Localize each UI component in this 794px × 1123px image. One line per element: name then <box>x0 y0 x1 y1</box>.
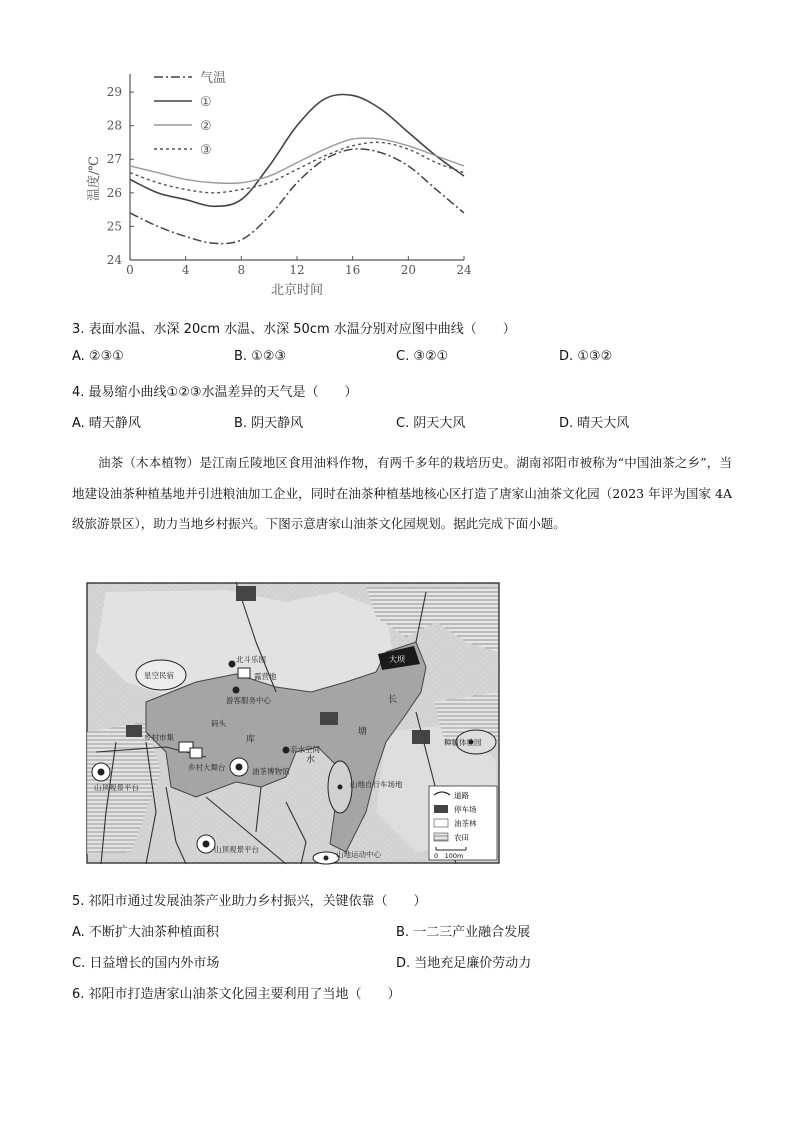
question-4-option-c[interactable]: C. 阴天大风 <box>396 416 466 431</box>
parking-lot <box>320 712 338 725</box>
map-label-water: 水 <box>306 755 316 765</box>
series-line-3 <box>130 142 464 192</box>
question-4-option-a[interactable]: A. 晴天静风 <box>72 416 141 431</box>
map-label-museum: 油茶博物馆 <box>252 767 290 776</box>
reading-passage: 油茶（木本植物）是江南丘陵地区食用油料作物，有两千多年的栽培历史。湖南祁阳市被称为“中国油茶之乡”，当地建设油茶种植基地并引进粮油加工企业，同时在油茶种植基地核心区打造了唐家山油茶文化园（2023 年评为国家 4A 级旅游景区），助力当地乡村振兴。下图示意唐家山油茶文化园规划。据此完成下面小题。 <box>72 455 732 531</box>
question-5-option-a[interactable]: A. 不断扩大油茶种植面积 <box>72 925 219 940</box>
y-axis-label: 温度/℃ <box>87 156 102 201</box>
dam-label: 大坝 <box>389 655 405 664</box>
map-label-tang: 塘 <box>358 727 368 737</box>
map-label-zhang: 长 <box>388 695 398 705</box>
legend-farm: 农田 <box>454 833 469 842</box>
x-tick-label: 4 <box>181 263 190 277</box>
x-tick-label: 16 <box>345 263 361 277</box>
question-4-stem: 4. 最易缩小曲线①②③水温差异的天气是（ ） <box>72 385 358 400</box>
chart-legend <box>154 71 226 158</box>
legend-parking: 停车场 <box>454 805 477 814</box>
y-tick-label: 27 <box>106 152 122 167</box>
map-label-camp: 露营地 <box>254 672 277 681</box>
y-tick-label: 29 <box>106 85 122 100</box>
question-5-option-c[interactable]: C. 日益增长的国内外市场 <box>72 956 220 971</box>
temperature-chart <box>87 60 492 306</box>
chart-ticks <box>107 85 472 277</box>
map-label-stage: 乡村大舞台 <box>188 763 226 772</box>
map-label-ku: 库 <box>246 735 256 745</box>
legend-forest: 油茶林 <box>454 819 477 828</box>
chart-series <box>130 94 464 243</box>
question-3-stem: 3. 表面水温、水深 20cm 水温、水深 50cm 水温分别对应图中曲线（ ） <box>72 322 516 337</box>
tea-park-map <box>86 582 500 864</box>
x-tick-label: 8 <box>237 263 246 277</box>
map-label-view2: 山顶观景平台 <box>214 845 259 854</box>
question-4-option-d[interactable]: D. 晴天大风 <box>559 416 630 431</box>
map-label-dock: 码头 <box>211 719 226 728</box>
parking-lot <box>236 586 256 601</box>
y-tick-label: 25 <box>106 219 122 234</box>
question-3-option-b[interactable]: B. ①②③ <box>234 349 287 364</box>
x-tick-label: 24 <box>456 263 472 277</box>
x-tick-label: 20 <box>400 263 416 277</box>
question-3-option-a[interactable]: A. ②③① <box>72 349 124 364</box>
x-tick-label: 0 <box>126 263 134 277</box>
map-label-service: 游客服务中心 <box>226 696 271 705</box>
parking-lot <box>412 730 430 744</box>
map-label-starry: 星空民宿 <box>144 671 174 680</box>
legend-entry-0: 气温 <box>200 71 227 86</box>
question-3-option-d[interactable]: D. ①③② <box>559 349 613 364</box>
y-tick-label: 26 <box>106 185 122 200</box>
question-3-option-c[interactable]: C. ③②① <box>396 349 449 364</box>
map-label-bike: 山地自行车场地 <box>350 780 403 789</box>
map-label-lounge: 亲水空间 <box>290 745 320 754</box>
parking-lot <box>126 725 142 737</box>
y-tick-label: 24 <box>106 253 122 267</box>
map-label-sports: 山地运动中心 <box>336 850 381 859</box>
series-line-1 <box>130 94 464 206</box>
y-tick-label: 28 <box>106 118 122 133</box>
series-line-2 <box>130 138 464 183</box>
map-label-view1: 山顶观景平台 <box>94 783 139 792</box>
question-5-option-d[interactable]: D. 当地充足廉价劳动力 <box>396 956 532 971</box>
question-5-option-b[interactable]: B. 一二三产业融合发展 <box>396 925 531 940</box>
x-axis-label: 北京时间 <box>271 283 324 298</box>
legend-entry-2: ② <box>200 119 212 134</box>
question-6-stem: 6. 祁阳市打造唐家山油茶文化园主要利用了当地（ ） <box>72 987 401 1002</box>
legend-entry-1: ① <box>200 95 212 110</box>
legend-entry-3: ③ <box>200 143 212 158</box>
x-tick-label: 12 <box>289 263 305 277</box>
map-label-plant: 种植体验园 <box>444 738 482 747</box>
legend-road: 道路 <box>454 791 469 800</box>
question-5-stem: 5. 祁阳市通过发展油茶产业助力乡村振兴，关键依靠（ ） <box>72 894 427 909</box>
map-label-market: 乡村市集 <box>144 733 174 742</box>
map-label-beidou: 北斗乐园 <box>236 655 266 664</box>
chart-axes <box>130 74 464 260</box>
map-legend <box>429 786 497 860</box>
legend-scale: 0 100m <box>434 852 464 860</box>
question-4-option-b[interactable]: B. 阴天静风 <box>234 416 304 431</box>
